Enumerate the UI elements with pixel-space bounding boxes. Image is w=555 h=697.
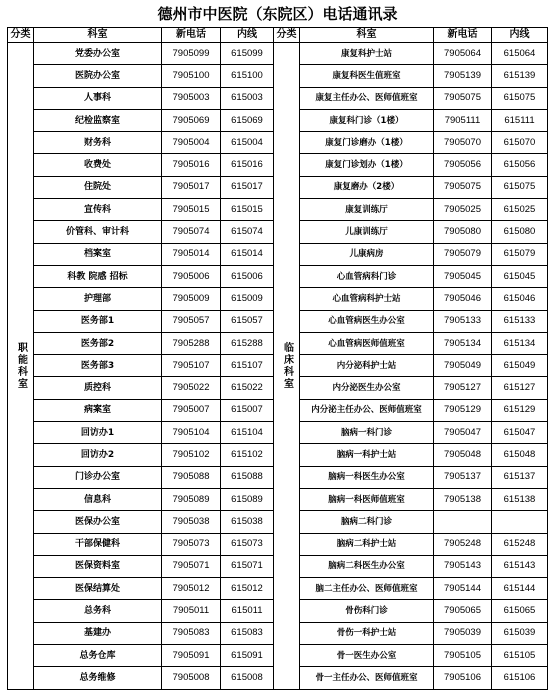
department-name: 病案室 (34, 399, 162, 421)
extension-number: 615100 (221, 65, 274, 87)
header-extension-right: 内线 (492, 28, 548, 43)
new-phone-number: 7905012 (162, 578, 221, 600)
department-name: 干部保健科 (34, 533, 162, 555)
department-name: 医务部1 (34, 310, 162, 332)
department-name: 医务部3 (34, 355, 162, 377)
department-name: 康复科医生值班室 (300, 65, 434, 87)
department-name: 内分泌主任办公、医师值班室 (300, 399, 434, 421)
new-phone-number: 7905038 (162, 511, 221, 533)
extension-number: 615143 (492, 555, 548, 577)
extension-number: 615129 (492, 399, 548, 421)
extension-number: 615104 (221, 422, 274, 444)
extension-number: 615015 (221, 199, 274, 221)
new-phone-number: 7905073 (162, 533, 221, 555)
new-phone-number: 7905127 (434, 377, 492, 399)
department-name: 党委办公室 (34, 43, 162, 65)
extension-number: 615134 (492, 332, 548, 354)
new-phone-number: 7905100 (162, 65, 221, 87)
extension-number: 615127 (492, 377, 548, 399)
department-name: 心血管病医生办公室 (300, 310, 434, 332)
extension-number: 615047 (492, 422, 548, 444)
extension-number: 615056 (492, 154, 548, 176)
department-name: 基建办 (34, 622, 162, 644)
department-name: 护理部 (34, 288, 162, 310)
extension-number: 615073 (221, 533, 274, 555)
department-name: 医院办公室 (34, 65, 162, 87)
extension-number: 615137 (492, 466, 548, 488)
new-phone-number: 7905069 (162, 109, 221, 131)
department-name: 科教 院感 招标 (34, 265, 162, 287)
department-name: 康复门诊磨办（1楼） (300, 132, 434, 154)
department-name: 总务维修 (34, 667, 162, 689)
new-phone-number: 7905071 (162, 555, 221, 577)
department-name: 心血管病医师值班室 (300, 332, 434, 354)
new-phone-number: 7905008 (162, 667, 221, 689)
header-category-left: 分类 (8, 28, 34, 43)
category-functional-departments: 职能科室 (8, 43, 34, 690)
new-phone-number: 7905046 (434, 288, 492, 310)
extension-number: 615105 (492, 645, 548, 667)
department-name: 康复门诊划办（1楼） (300, 154, 434, 176)
department-name: 医保结算处 (34, 578, 162, 600)
extension-number: 615144 (492, 578, 548, 600)
extension-number: 615074 (221, 221, 274, 243)
header-new-phone-right: 新电话 (434, 28, 492, 43)
department-name: 脑病一科护士站 (300, 444, 434, 466)
department-name: 脑病二科医生办公室 (300, 555, 434, 577)
extension-number: 615008 (221, 667, 274, 689)
department-name: 康复磨办（2楼） (300, 176, 434, 198)
extension-number: 615022 (221, 377, 274, 399)
extension-number: 615106 (492, 667, 548, 689)
new-phone-number: 7905133 (434, 310, 492, 332)
new-phone-number: 7905102 (162, 444, 221, 466)
new-phone-number: 7905003 (162, 87, 221, 109)
extension-number: 615083 (221, 622, 274, 644)
new-phone-number: 7905106 (434, 667, 492, 689)
extension-number: 615075 (492, 87, 548, 109)
department-name: 医保办公室 (34, 511, 162, 533)
new-phone-number: 7905248 (434, 533, 492, 555)
new-phone-number: 7905045 (434, 265, 492, 287)
new-phone-number: 7905025 (434, 199, 492, 221)
new-phone-number: 7905288 (162, 332, 221, 354)
extension-number: 615079 (492, 243, 548, 265)
page-title: 德州市中医院（东院区）电话通讯录 (157, 5, 398, 23)
extension-number: 615070 (492, 132, 548, 154)
header-row (8, 28, 548, 43)
department-name: 康复科门诊（1楼） (300, 109, 434, 131)
new-phone-number: 7905083 (162, 622, 221, 644)
department-name: 住院处 (34, 176, 162, 198)
new-phone-number: 7905004 (162, 132, 221, 154)
new-phone-number: 7905065 (434, 600, 492, 622)
extension-number: 615006 (221, 265, 274, 287)
department-name: 骨伤科门诊 (300, 600, 434, 622)
extension-number (492, 511, 548, 533)
new-phone-number: 7905074 (162, 221, 221, 243)
department-name: 心血管病科护士站 (300, 288, 434, 310)
department-name: 医务部2 (34, 332, 162, 354)
new-phone-number: 7905048 (434, 444, 492, 466)
extension-number: 615288 (221, 332, 274, 354)
new-phone-number: 7905089 (162, 488, 221, 510)
department-name: 医保资料室 (34, 555, 162, 577)
new-phone-number: 7905080 (434, 221, 492, 243)
department-name: 质控科 (34, 377, 162, 399)
new-phone-number: 7905111 (434, 109, 492, 131)
department-name: 总务科 (34, 600, 162, 622)
header-department-right: 科室 (300, 28, 434, 43)
new-phone-number: 7905064 (434, 43, 492, 65)
department-name: 脑二主任办公、医师值班室 (300, 578, 434, 600)
new-phone-number: 7905075 (434, 176, 492, 198)
extension-number: 615091 (221, 645, 274, 667)
department-name: 康复主任办公、医师值班室 (300, 87, 434, 109)
new-phone-number: 7905017 (162, 176, 221, 198)
header-new-phone-left: 新电话 (162, 28, 221, 43)
department-name: 脑病一科医生办公室 (300, 466, 434, 488)
department-name: 价管科、审计科 (34, 221, 162, 243)
extension-number: 615069 (221, 109, 274, 131)
new-phone-number (434, 511, 492, 533)
extension-number: 615003 (221, 87, 274, 109)
extension-number: 615064 (492, 43, 548, 65)
department-name: 人事科 (34, 87, 162, 109)
extension-number: 615039 (492, 622, 548, 644)
new-phone-number: 7905104 (162, 422, 221, 444)
department-name: 档案室 (34, 243, 162, 265)
department-name: 康复科护士站 (300, 43, 434, 65)
new-phone-number: 7905075 (434, 87, 492, 109)
extension-number: 615011 (221, 600, 274, 622)
header-extension-left: 内线 (221, 28, 274, 43)
department-name: 总务仓库 (34, 645, 162, 667)
extension-number: 615133 (492, 310, 548, 332)
extension-number: 615107 (221, 355, 274, 377)
extension-number: 615007 (221, 399, 274, 421)
extension-number: 615012 (221, 578, 274, 600)
department-name: 脑病二科护士站 (300, 533, 434, 555)
extension-number: 615004 (221, 132, 274, 154)
department-name: 骨一医生办公室 (300, 645, 434, 667)
table-body (8, 43, 548, 690)
extension-number: 615102 (221, 444, 274, 466)
extension-number: 615248 (492, 533, 548, 555)
new-phone-number: 7905047 (434, 422, 492, 444)
extension-number: 615014 (221, 243, 274, 265)
department-name: 收费处 (34, 154, 162, 176)
extension-number: 615017 (221, 176, 274, 198)
new-phone-number: 7905129 (434, 399, 492, 421)
phone-directory-table (7, 27, 548, 690)
new-phone-number: 7905079 (434, 243, 492, 265)
new-phone-number: 7905007 (162, 399, 221, 421)
new-phone-number: 7905137 (434, 466, 492, 488)
new-phone-number: 7905006 (162, 265, 221, 287)
new-phone-number: 7905091 (162, 645, 221, 667)
department-name: 康复训练厅 (300, 199, 434, 221)
new-phone-number: 7905134 (434, 332, 492, 354)
new-phone-number: 7905049 (434, 355, 492, 377)
new-phone-number: 7905139 (434, 65, 492, 87)
department-name: 财务科 (34, 132, 162, 154)
extension-number: 615065 (492, 600, 548, 622)
department-name: 门诊办公室 (34, 466, 162, 488)
category-clinical-departments: 临床科室 (274, 43, 300, 690)
new-phone-number: 7905105 (434, 645, 492, 667)
extension-number: 615025 (492, 199, 548, 221)
new-phone-number: 7905039 (434, 622, 492, 644)
extension-number: 615099 (221, 43, 274, 65)
extension-number: 615138 (492, 488, 548, 510)
new-phone-number: 7905014 (162, 243, 221, 265)
extension-number: 615049 (492, 355, 548, 377)
department-name: 脑病一科门诊 (300, 422, 434, 444)
new-phone-number: 7905015 (162, 199, 221, 221)
department-name: 脑病一科医师值班室 (300, 488, 434, 510)
department-name: 回访办1 (34, 422, 162, 444)
new-phone-number: 7905022 (162, 377, 221, 399)
department-name: 回访办2 (34, 444, 162, 466)
department-name: 儿康训练厅 (300, 221, 434, 243)
new-phone-number: 7905057 (162, 310, 221, 332)
table-row (8, 43, 548, 65)
department-name: 心血管病科门诊 (300, 265, 434, 287)
new-phone-number: 7905009 (162, 288, 221, 310)
extension-number: 615016 (221, 154, 274, 176)
header-category-right: 分类 (274, 28, 300, 43)
extension-number: 615048 (492, 444, 548, 466)
extension-number: 615139 (492, 65, 548, 87)
new-phone-number: 7905016 (162, 154, 221, 176)
department-name: 儿康病房 (300, 243, 434, 265)
extension-number: 615075 (492, 176, 548, 198)
header-department-left: 科室 (34, 28, 162, 43)
department-name: 信息科 (34, 488, 162, 510)
extension-number: 615038 (221, 511, 274, 533)
extension-number: 615046 (492, 288, 548, 310)
extension-number: 615088 (221, 466, 274, 488)
new-phone-number: 7905099 (162, 43, 221, 65)
new-phone-number: 7905107 (162, 355, 221, 377)
department-name: 宣传科 (34, 199, 162, 221)
department-name: 骨一主任办公、医师值班室 (300, 667, 434, 689)
extension-number: 615057 (221, 310, 274, 332)
extension-number: 615045 (492, 265, 548, 287)
new-phone-number: 7905088 (162, 466, 221, 488)
extension-number: 615111 (492, 109, 548, 131)
extension-number: 615009 (221, 288, 274, 310)
new-phone-number: 7905138 (434, 488, 492, 510)
department-name: 骨伤一科护士站 (300, 622, 434, 644)
department-name: 内分泌医生办公室 (300, 377, 434, 399)
new-phone-number: 7905056 (434, 154, 492, 176)
extension-number: 615071 (221, 555, 274, 577)
new-phone-number: 7905143 (434, 555, 492, 577)
new-phone-number: 7905070 (434, 132, 492, 154)
department-name: 内分泌科护士站 (300, 355, 434, 377)
extension-number: 615080 (492, 221, 548, 243)
new-phone-number: 7905144 (434, 578, 492, 600)
extension-number: 615089 (221, 488, 274, 510)
new-phone-number: 7905011 (162, 600, 221, 622)
department-name: 脑病二科门诊 (300, 511, 434, 533)
department-name: 纪检监察室 (34, 109, 162, 131)
